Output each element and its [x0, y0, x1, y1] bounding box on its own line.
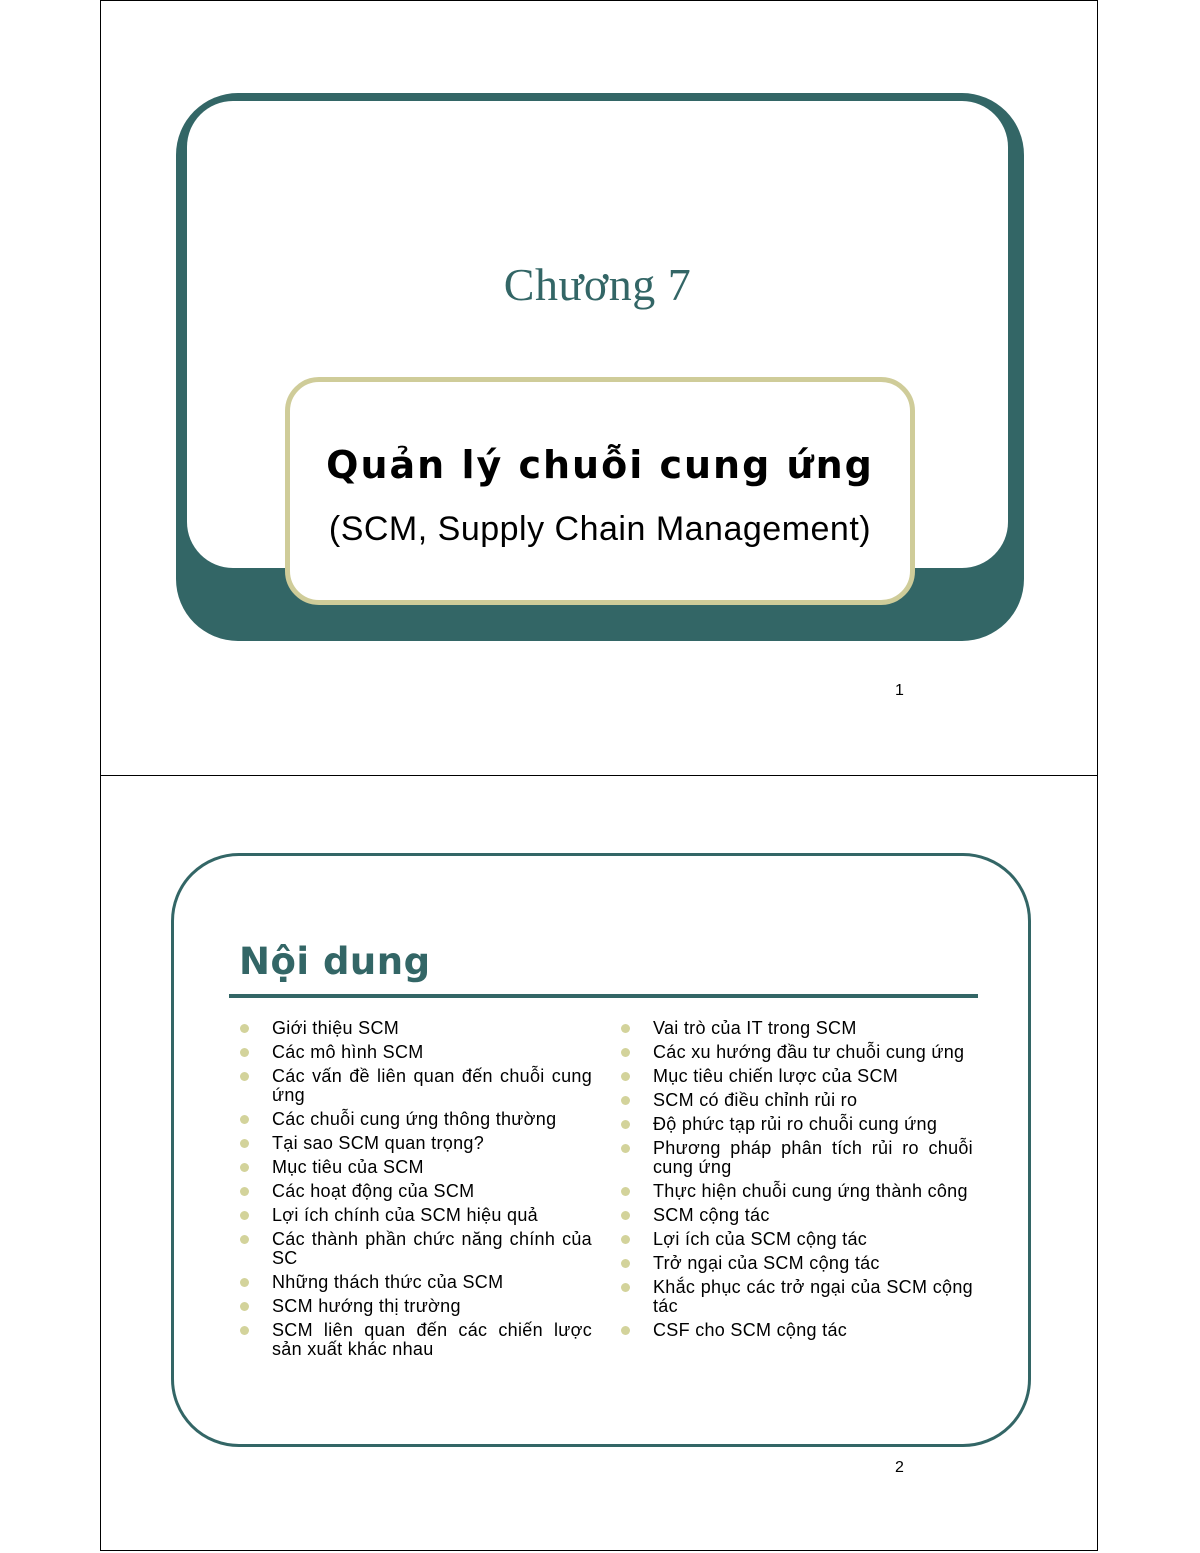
list-item: Lợi ích chính của SCM hiệu quả [240, 1206, 592, 1225]
list-item: Phương pháp phân tích rủi ro chuỗi cung ứng [621, 1139, 973, 1177]
page-divider [100, 775, 1098, 776]
list-item: Các mô hình SCM [240, 1043, 592, 1062]
bullet-icon [240, 1072, 249, 1081]
bullet-icon [621, 1259, 630, 1268]
bullet-icon [240, 1278, 249, 1287]
bullet-icon [240, 1302, 249, 1311]
list-item: Các xu hướng đầu tư chuỗi cung ứng [621, 1043, 973, 1062]
list-item: Các thành phần chức năng chính của SC [240, 1230, 592, 1268]
toc-list-left [240, 1019, 592, 1364]
list-item: SCM có điều chỉnh rủi ro [621, 1091, 973, 1110]
list-item: SCM liên quan đến các chiến lược sản xuất khác nhau [240, 1321, 592, 1359]
toc-list-right [621, 1019, 973, 1345]
slide1-subheading: (SCM, Supply Chain Management) [328, 510, 872, 548]
bullet-icon [621, 1283, 630, 1292]
list-item: Các hoạt động của SCM [240, 1182, 592, 1201]
page-number-2: 2 [895, 1459, 904, 1476]
list-item: Lợi ích của SCM cộng tác [621, 1230, 973, 1249]
bullet-icon [240, 1024, 249, 1033]
bullet-icon [240, 1326, 249, 1335]
bullet-icon [621, 1120, 630, 1129]
list-item: Trở ngại của SCM cộng tác [621, 1254, 973, 1273]
slide1-title-box [285, 377, 915, 605]
list-item: SCM cộng tác [621, 1206, 973, 1225]
bullet-icon [621, 1326, 630, 1335]
page-number-1: 1 [895, 682, 904, 699]
bullet-icon [621, 1024, 630, 1033]
list-item: Các chuỗi cung ứng thông thường [240, 1110, 592, 1129]
bullet-icon [621, 1072, 630, 1081]
bullet-icon [621, 1187, 630, 1196]
bullet-icon [240, 1048, 249, 1057]
bullet-icon [240, 1163, 249, 1172]
list-item: Vai trò của IT trong SCM [621, 1019, 973, 1038]
list-item: Mục tiêu chiến lược của SCM [621, 1067, 973, 1086]
list-item: Mục tiêu của SCM [240, 1158, 592, 1177]
bullet-icon [621, 1211, 630, 1220]
bullet-icon [240, 1211, 249, 1220]
bullet-icon [621, 1048, 630, 1057]
bullet-icon [621, 1235, 630, 1244]
chapter-title: Chương 7 [503, 259, 692, 310]
list-item: Giới thiệu SCM [240, 1019, 592, 1038]
list-item: SCM hướng thị trường [240, 1297, 592, 1316]
bullet-icon [240, 1187, 249, 1196]
list-item: Tại sao SCM quan trọng? [240, 1134, 592, 1153]
list-item: CSF cho SCM cộng tác [621, 1321, 973, 1340]
list-item: Thực hiện chuỗi cung ứng thành công [621, 1182, 973, 1201]
list-item: Khắc phục các trở ngại của SCM cộng tác [621, 1278, 973, 1316]
bullet-icon [621, 1096, 630, 1105]
bullet-icon [240, 1115, 249, 1124]
bullet-icon [621, 1144, 630, 1153]
slide2-title: Nội dung [239, 940, 431, 983]
list-item: Những thách thức của SCM [240, 1273, 592, 1292]
list-item: Độ phức tạp rủi ro chuỗi cung ứng [621, 1115, 973, 1134]
slide1-heading: Quản lý chuỗi cung ứng [326, 443, 874, 487]
bullet-icon [240, 1139, 249, 1148]
list-item: Các vấn đề liên quan đến chuỗi cung ứng [240, 1067, 592, 1105]
title-underline [229, 994, 978, 998]
bullet-icon [240, 1235, 249, 1244]
